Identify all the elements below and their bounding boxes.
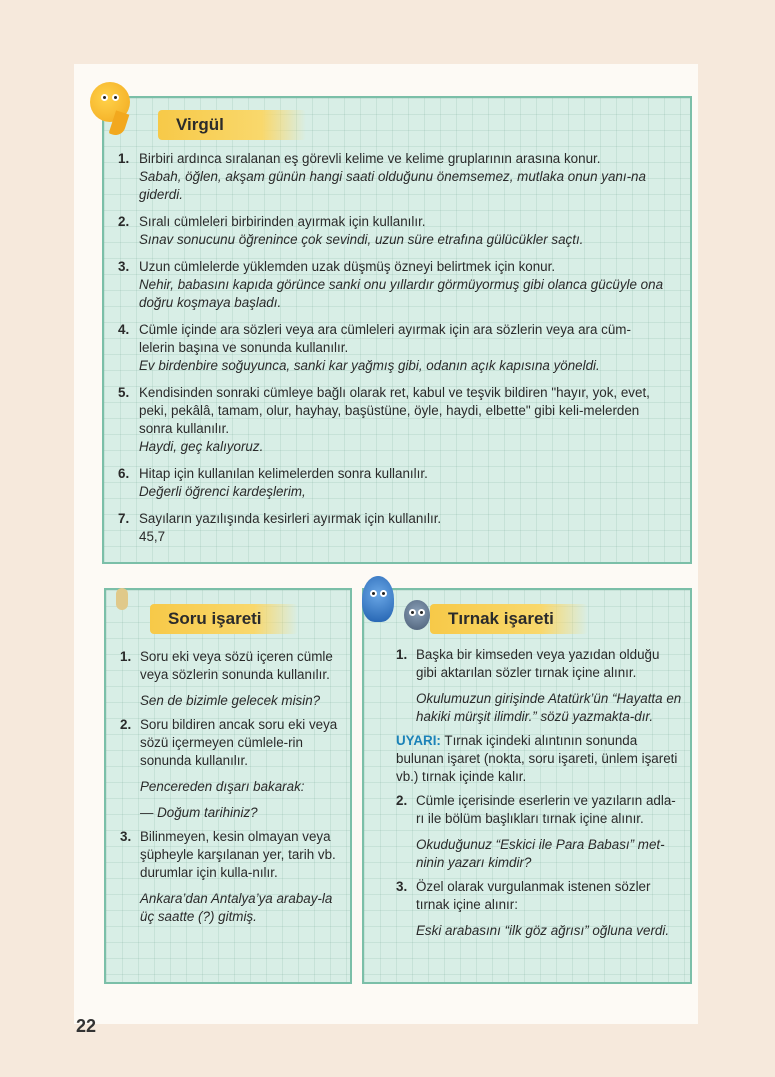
list-item [396, 792, 682, 872]
list-item [118, 321, 666, 375]
item-number: 1. [120, 649, 132, 664]
list-item [118, 465, 666, 501]
warning-note [396, 732, 682, 786]
example-text: Okuduğunuz “Eskici ile Para Babası” met-ninin yazarı kimdir? [416, 837, 665, 870]
example-text: Eski arabasını “ilk göz ağrısı” oğluna verdi. [416, 923, 670, 938]
page-number: 22 [76, 1016, 97, 1036]
list-item [120, 828, 338, 926]
question-mascot-icon [116, 588, 128, 610]
example-text: Pencereden dışarı bakarak: [140, 779, 305, 794]
example-text: Nehir, babasını kapıda görünce sanki onu yıllardır görmüyormuş gibi olanca gücüyle ona doğru koşmaya başladı. [139, 277, 664, 310]
list-item [396, 878, 682, 940]
warning-text: Tırnak içindeki alıntının sonunda bulunan işaret (nokta, soru işareti, ünlem işareti vb.) tırnak içinde kalır. [396, 733, 678, 784]
list-item [118, 258, 666, 312]
rule-text: Başka bir kimseden veya yazıdan olduğu gibi aktarılan sözler tırnak içine alınır. [416, 647, 660, 680]
rule-text: Soru eki veya sözü içeren cümle veya sözlerin sonunda kullanılır. [140, 649, 333, 682]
example-text: 45,7 [139, 529, 166, 544]
rule-text: Kendisinden sonraki cümleye bağlı olarak ret, kabul ve teşvik bildiren "hayır, yok, evet, peki, pekâlâ, tamam, olur, hayhay, başüstüne, öyle, haydi, elbette" gibi keli-melerden sonra kullanılır. [139, 385, 650, 436]
list-item [396, 646, 682, 726]
rule-text: Hitap için kullanılan kelimelerden sonra kullanılır. [139, 466, 428, 481]
virgul-list [118, 150, 666, 555]
item-number: 2. [120, 717, 132, 732]
example-text: Ankara’dan Antalya’ya arabay-la üç saatte (?) gitmiş. [140, 891, 333, 924]
item-number: 7. [118, 511, 130, 526]
list-item [118, 384, 666, 456]
example-text: Sabah, öğlen, akşam günün hangi saati olduğunu önemsemez, mutlaka onun yanı-na giderdi. [139, 169, 646, 202]
rule-text: Özel olarak vurgulanmak istenen sözler tırnak içine alınır: [416, 879, 651, 912]
warning-label: UYARI: [396, 733, 441, 748]
item-number: 2. [118, 214, 130, 229]
tirnak-list [396, 646, 682, 946]
item-number: 3. [118, 259, 130, 274]
rule-text: Uzun cümlelerde yüklemden uzak düşmüş özneyi belirtmek için konur. [139, 259, 556, 274]
list-item [118, 510, 666, 546]
list-item [118, 150, 666, 204]
example-text: Sen de bizimle gelecek misin? [140, 693, 321, 708]
example-text: — Doğum tarihiniz? [140, 805, 258, 820]
example-text: Okulumuzun girişinde Atatürk’ün “Hayatta en hakiki mürşit ilimdir.” sözü yazmakta-dır. [416, 691, 682, 724]
list-item [120, 648, 338, 710]
rule-text: Birbiri ardınca sıralanan eş görevli kelime ve kelime gruplarının arasına konur. [139, 151, 601, 166]
item-number: 6. [118, 466, 130, 481]
item-number: 1. [118, 151, 130, 166]
item-number: 3. [120, 829, 132, 844]
example-text: Haydi, geç kalıyoruz. [139, 439, 264, 454]
list-item [120, 716, 338, 822]
example-text: Sınav sonucunu öğrenince çok sevindi, uzun süre etrafına gülücükler saçtı. [139, 232, 584, 247]
rule-text: Soru bildiren ancak soru eki veya sözü içermeyen cümlele-rin sonunda kullanılır. [140, 717, 338, 768]
quote-mascot-small-icon [404, 600, 430, 630]
rule-text: Cümle içinde ara sözleri veya ara cümleleri ayırmak için ara sözlerin veya ara cüm-lelerin başına ve sonunda kullanılır. [139, 322, 631, 355]
item-number: 3. [396, 879, 408, 894]
rule-text: Bilinmeyen, kesin olmayan veya şüpheyle karşılanan yer, tarih vb. durumlar için kulla-nılır. [140, 829, 336, 880]
virgul-title: Virgül [158, 110, 306, 140]
item-number: 2. [396, 793, 408, 808]
soru-list [120, 648, 338, 932]
rule-text: Sıralı cümleleri birbirinden ayırmak için kullanılır. [139, 214, 426, 229]
list-item [118, 213, 666, 249]
rule-text: Cümle içerisinde eserlerin ve yazıların adla-rı ile bölüm başlıkları tırnak içine alınır. [416, 793, 676, 826]
item-number: 4. [118, 322, 130, 337]
example-text: Değerli öğrenci kardeşlerim, [139, 484, 306, 499]
rule-text: Sayıların yazılışında kesirleri ayırmak için kullanılır. [139, 511, 442, 526]
tirnak-title: Tırnak işareti [430, 604, 588, 634]
item-number: 5. [118, 385, 130, 400]
example-text: Ev birdenbire soğuyunca, sanki kar yağmış gibi, odanın açık kapısına yöneldi. [139, 358, 600, 373]
quote-mascot-icon [362, 576, 394, 622]
soru-title: Soru işareti [150, 604, 298, 634]
item-number: 1. [396, 647, 408, 662]
